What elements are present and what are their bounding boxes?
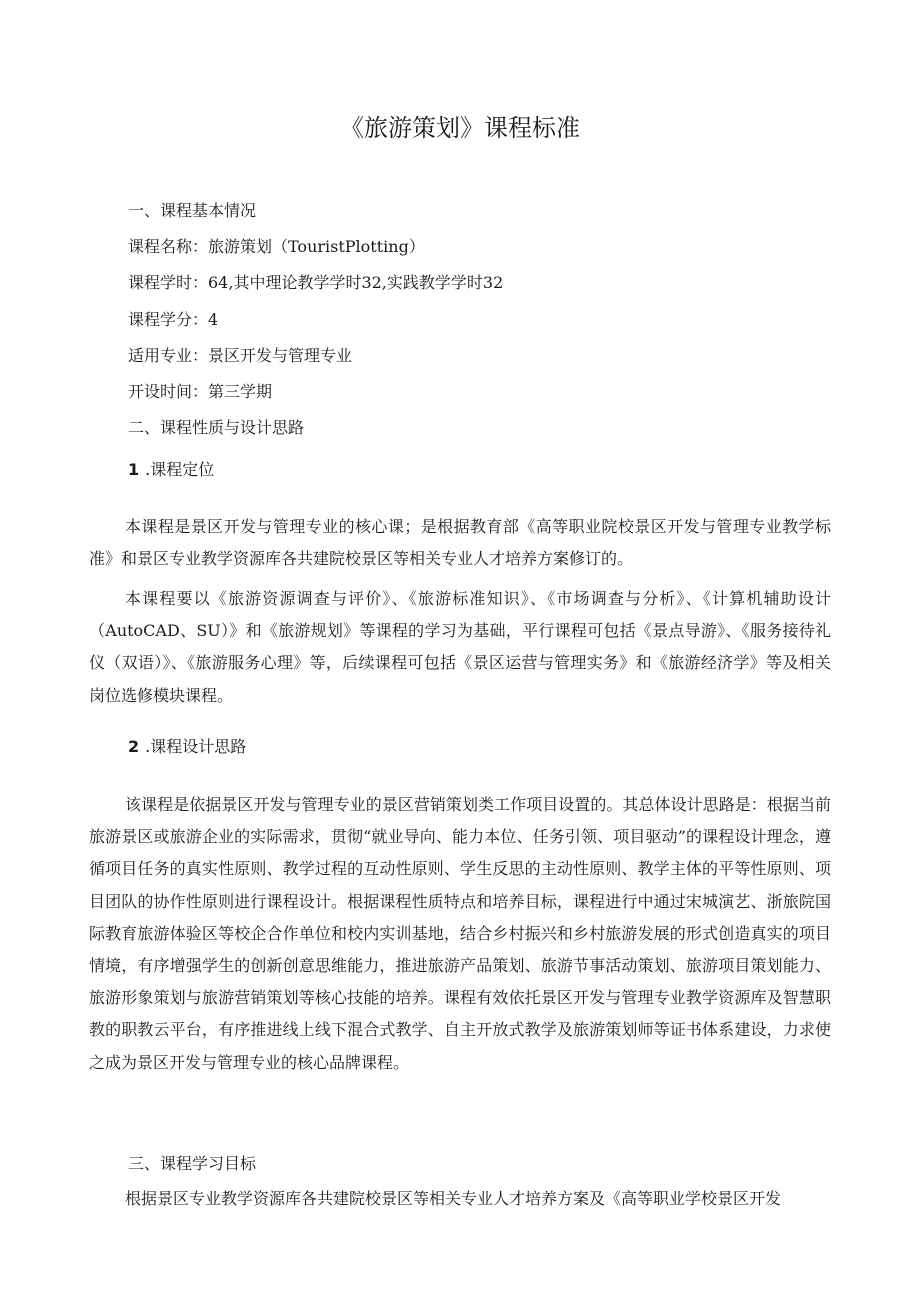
subsection-label: .课程设计思路	[145, 737, 247, 756]
section-heading-learning-goals: 三、课程学习目标	[128, 1154, 257, 1173]
paragraph-learning-goals: 根据景区专业教学资源库各共建院校景区等相关专业人才培养方案及《高等职业学校景区开发	[125, 1189, 782, 1208]
section-heading-basic-info: 一、课程基本情况	[128, 201, 257, 220]
subsection-design-approach	[128, 737, 246, 757]
paragraph-design-approach: 该课程是依据景区开发与管理专业的景区营销策划类工作项目设置的。其总体设计思路是：根据当前旅游景区或旅游企业的实际需求，贯彻“就业导向、能力本位、任务引领、项目驱动”的课程设计理念，遵循项目任务的真实性原则、教学过程的互动性原则、学生反思的主动性原则、教学主体的平等性原则、项目团队的协作性原则进行课程设计。根据课程性质特点和培养目标，课程进行中通过宋城演艺、浙旅院国际教育旅游体验区等校企合作单位和校内实训基地，结合乡村振兴和乡村旅游发展的形式创造真实的项目情境，有序增强学生的创新创意思维能力，推进旅游产品策划、旅游节事活动策划、旅游项目策划能力、旅游形象策划与旅游营销策划等核心技能的培养。课程有效依托景区开发与管理专业教学资源库及智慧职教的职教云平台，有序推进线上线下混合式教学、自主开放式教学及旅游策划师等证书体系建设，力求使之成为景区开发与管理专业的核心品牌课程。	[89, 795, 831, 1072]
course-name: 课程名称：旅游策划（TouristPlotting）	[128, 237, 425, 256]
course-hours: 课程学时：64,其中理论教学学时32,实践教学学时32	[128, 273, 504, 292]
subsection-number: 2	[128, 737, 140, 756]
paragraph-positioning-1: 本课程是景区开发与管理专业的核心课；是根据教育部《高等职业院校景区开发与管理专业教学标准》和景区专业教学资源库各共建院校景区等相关专业人才培养方案修订的。	[89, 517, 831, 569]
subsection-number: 1	[128, 460, 140, 479]
course-credits: 课程学分：4	[128, 310, 219, 329]
subsection-label: .课程定位	[145, 460, 215, 479]
applicable-major: 适用专业：景区开发与管理专业	[128, 346, 353, 365]
subsection-course-positioning	[128, 460, 214, 480]
offering-term: 开设时间：第三学期	[128, 382, 273, 401]
document-title: 《旅游策划》课程标准	[340, 114, 580, 142]
section-heading-nature-design: 二、课程性质与设计思路	[128, 418, 305, 437]
paragraph-positioning-2: 本课程要以《旅游资源调查与评价》、《旅游标准知识》、《市场调查与分析》、《计算机辅助设计（AutoCAD、SU）》和《旅游规划》等课程的学习为基础，平行课程可包括《景点导游》、《服务接待礼仪（双语）》、《旅游服务心理》等，后续课程可包括《景区运营与管理实务》和《旅游经济学》等及相关岗位选修模块课程。	[89, 589, 831, 705]
